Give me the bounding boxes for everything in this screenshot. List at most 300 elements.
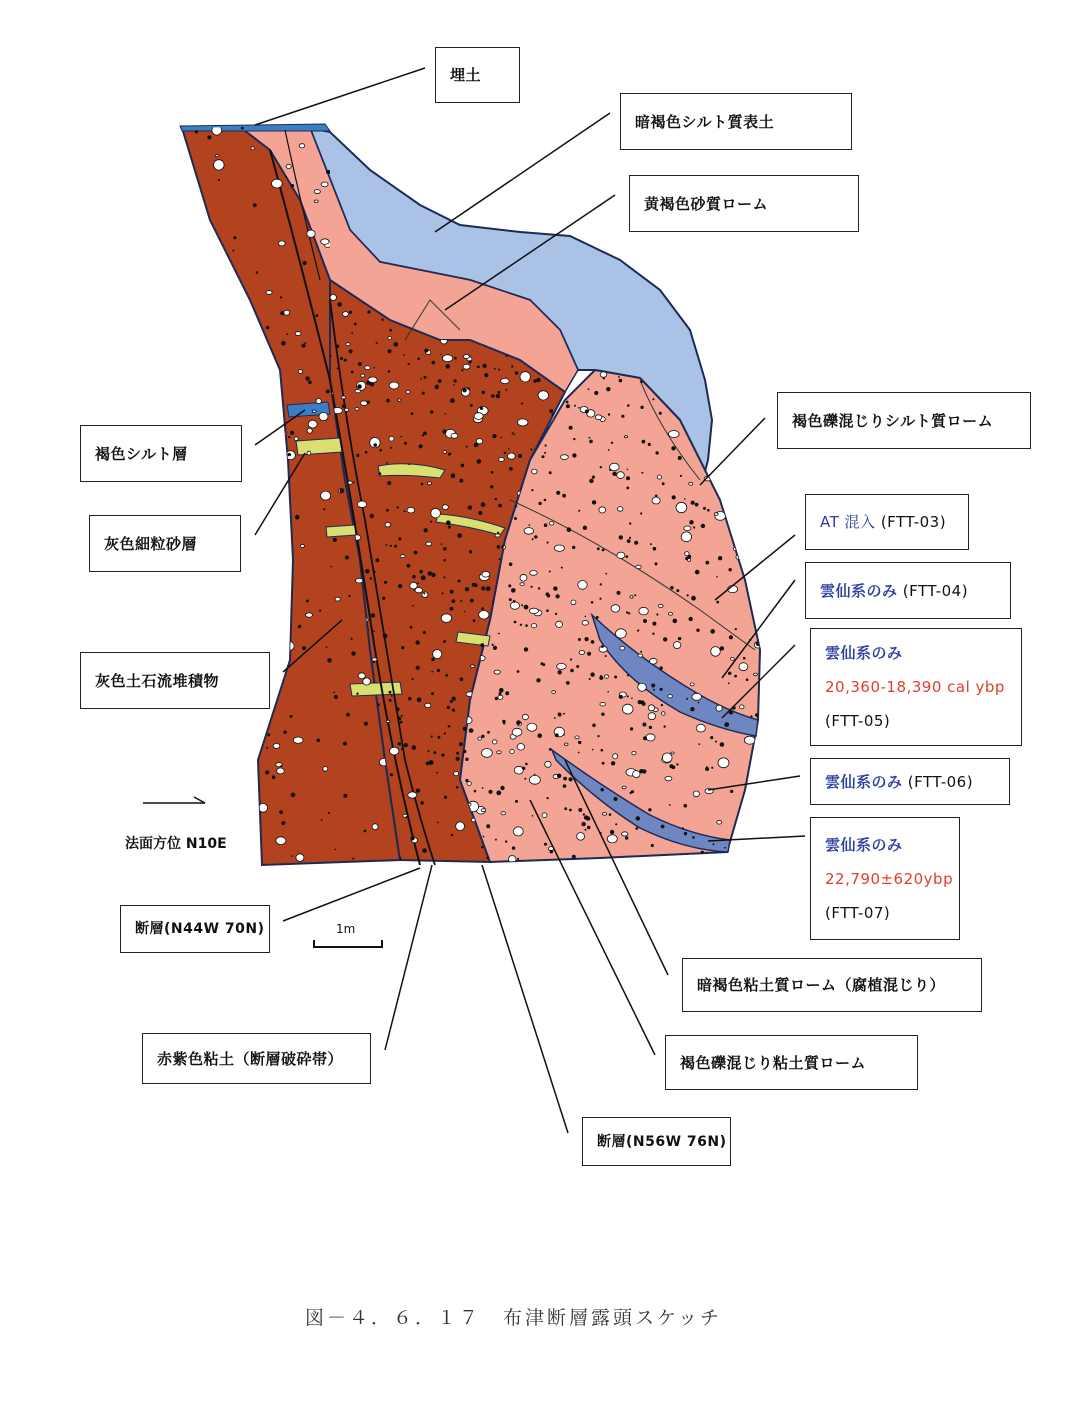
speck	[389, 691, 392, 694]
speck	[558, 713, 562, 717]
speck	[343, 794, 347, 798]
speck	[280, 765, 282, 767]
speck	[567, 527, 572, 532]
speck	[695, 570, 700, 575]
pebble	[668, 695, 673, 698]
pebble	[251, 147, 254, 150]
speck	[678, 456, 682, 460]
speck	[518, 454, 522, 458]
speck	[490, 485, 493, 488]
pebble	[638, 683, 647, 691]
speck	[408, 363, 410, 365]
speck	[729, 568, 732, 571]
speck	[513, 434, 515, 436]
speck	[431, 692, 434, 695]
speck	[713, 843, 715, 845]
speck	[566, 404, 570, 408]
speck	[257, 424, 261, 428]
pebble	[243, 794, 251, 800]
pebble	[602, 813, 606, 816]
speck	[578, 638, 581, 641]
speck	[691, 501, 695, 505]
speck	[456, 786, 459, 789]
label-text: 赤紫色粘土（断層破砕帯）	[157, 1049, 344, 1068]
pebble	[600, 702, 606, 706]
speck	[445, 674, 448, 677]
speck	[282, 521, 286, 525]
speck	[741, 417, 745, 421]
pebble	[508, 453, 516, 459]
speck	[326, 170, 330, 174]
speck	[578, 752, 580, 754]
pebble	[741, 379, 747, 384]
speck	[265, 770, 269, 774]
speck	[544, 452, 546, 454]
pebble	[522, 714, 528, 720]
speck	[288, 436, 290, 438]
speck	[204, 369, 206, 371]
speck	[448, 453, 450, 455]
pebble	[467, 782, 471, 786]
speck	[411, 412, 414, 415]
label-red-purple-clay	[142, 1033, 371, 1084]
pebble	[668, 612, 672, 615]
speck	[625, 836, 628, 839]
pebble	[238, 386, 244, 390]
speck	[179, 276, 183, 280]
speck	[525, 763, 528, 766]
speck	[207, 366, 210, 369]
speck	[205, 355, 208, 358]
pebble	[673, 642, 680, 649]
speck	[570, 669, 574, 673]
speck	[351, 332, 353, 334]
speck	[621, 415, 624, 418]
pebble	[613, 754, 618, 759]
speck	[676, 763, 678, 765]
speck	[411, 836, 415, 840]
speck	[592, 500, 596, 504]
pebble	[662, 712, 666, 715]
speck	[652, 398, 654, 400]
speck	[256, 511, 258, 513]
speck	[724, 847, 726, 849]
speck	[655, 495, 658, 498]
speck	[437, 822, 439, 824]
label-gray-debris-flow-deposit	[80, 652, 270, 709]
speck	[686, 698, 688, 700]
pebble	[308, 420, 317, 428]
speck	[515, 371, 519, 375]
speck	[596, 616, 599, 619]
speck	[367, 401, 370, 404]
gray-fine-sand-layer	[296, 438, 342, 455]
pebble	[630, 596, 633, 599]
speck	[669, 764, 673, 768]
pebble	[479, 611, 489, 620]
speck	[601, 713, 604, 716]
pebble	[321, 182, 328, 187]
label-text: 暗褐色粘土質ローム（腐植混じり）	[697, 976, 946, 994]
speck	[182, 317, 186, 321]
pebble	[740, 450, 745, 453]
speck	[416, 640, 420, 644]
speck	[693, 526, 695, 528]
speck	[600, 675, 602, 677]
speck	[195, 130, 198, 133]
pebble	[578, 581, 587, 590]
pebble	[739, 663, 748, 671]
speck	[607, 691, 609, 693]
speck	[448, 525, 451, 528]
pebble	[341, 396, 345, 399]
speck	[547, 541, 549, 543]
pebble	[501, 378, 510, 383]
speck	[389, 329, 392, 332]
speck	[638, 700, 642, 704]
label-text: 暗褐色シルト質表土	[635, 112, 775, 131]
speck	[281, 341, 286, 346]
pebble	[646, 734, 655, 741]
speck	[546, 609, 549, 612]
speck	[655, 451, 658, 454]
pebble	[494, 670, 500, 674]
speck	[447, 706, 450, 709]
speck	[435, 385, 439, 389]
label-text: 灰色土石流堆積物	[95, 671, 220, 690]
speck	[614, 676, 617, 679]
speck	[452, 709, 455, 712]
speck	[547, 594, 550, 597]
speck	[416, 666, 420, 670]
speck	[642, 769, 646, 773]
sample-ftt03	[805, 494, 969, 550]
speck	[602, 762, 605, 765]
speck	[640, 381, 642, 383]
speck	[643, 736, 647, 740]
speck	[642, 723, 646, 727]
speck	[634, 594, 636, 596]
speck	[441, 543, 443, 545]
pebble	[229, 777, 236, 782]
speck	[452, 599, 456, 603]
speck	[370, 577, 372, 579]
speck	[695, 503, 699, 507]
pebble	[372, 824, 378, 830]
speck	[407, 564, 411, 568]
speck	[626, 611, 628, 613]
pebble	[425, 703, 431, 707]
speck	[628, 612, 630, 614]
speck	[728, 682, 730, 684]
pebble	[648, 713, 655, 720]
speck	[424, 349, 428, 353]
speck	[442, 430, 446, 434]
speck	[448, 725, 451, 728]
speck	[631, 790, 634, 793]
speck	[537, 733, 542, 738]
pebble	[716, 705, 722, 711]
speck	[466, 446, 468, 448]
speck	[417, 358, 420, 361]
pebble	[482, 749, 493, 758]
speck	[652, 633, 654, 635]
speck	[520, 624, 522, 626]
pebble	[388, 336, 391, 339]
speck	[618, 376, 620, 378]
speck	[601, 788, 604, 791]
speck	[498, 633, 500, 635]
speck	[746, 515, 748, 517]
speck	[342, 404, 346, 408]
label-brown-gravelly-clayey-loam	[665, 1035, 918, 1090]
speck	[440, 354, 442, 356]
speck	[737, 824, 741, 828]
speck	[469, 728, 474, 733]
pebble	[294, 437, 298, 441]
speck	[627, 539, 631, 543]
speck	[285, 176, 287, 178]
speck	[494, 368, 496, 370]
speck	[378, 472, 381, 475]
speck	[564, 807, 567, 810]
speck	[605, 655, 607, 657]
pebble	[312, 410, 316, 412]
speck	[619, 379, 623, 383]
pebble	[188, 397, 195, 404]
speck	[191, 316, 194, 319]
speck	[483, 836, 485, 838]
speck	[515, 800, 518, 803]
speck	[524, 647, 528, 651]
speck	[544, 499, 547, 502]
speck	[509, 598, 512, 601]
speck	[481, 586, 485, 590]
speck	[584, 858, 588, 862]
speck	[365, 569, 370, 574]
speck	[508, 584, 511, 587]
speck	[284, 661, 286, 663]
speck	[462, 388, 466, 392]
speck	[374, 367, 376, 369]
speck	[547, 797, 549, 799]
pebble	[639, 607, 648, 615]
speck	[609, 813, 612, 816]
orientation-arrow	[143, 797, 205, 803]
speck	[691, 596, 696, 601]
speck	[583, 813, 585, 815]
speck	[201, 771, 203, 773]
pebble	[192, 388, 197, 391]
speck	[504, 452, 507, 455]
fill-layer	[180, 124, 330, 131]
speck	[400, 721, 403, 724]
pebble	[321, 491, 331, 500]
speck	[356, 693, 358, 695]
speck	[386, 462, 388, 464]
speck	[461, 369, 463, 371]
speck	[286, 333, 288, 335]
pebble	[624, 436, 627, 438]
speck	[420, 801, 424, 805]
speck	[385, 544, 387, 546]
speck	[422, 848, 427, 853]
speck	[381, 319, 383, 321]
pebble	[527, 723, 537, 731]
pebble	[357, 501, 366, 508]
speck	[461, 464, 465, 468]
pebble	[517, 744, 524, 751]
speck	[432, 361, 436, 365]
sample-name: 雲仙系のみ	[825, 644, 903, 662]
pebble	[657, 475, 661, 479]
speck	[664, 725, 666, 727]
speck	[550, 850, 553, 853]
pebble	[599, 507, 606, 513]
speck	[290, 715, 293, 718]
pebble	[754, 673, 758, 676]
pebble	[517, 419, 528, 426]
sample-name: 雲仙系のみ	[820, 581, 898, 600]
speck	[491, 394, 495, 398]
pebble	[408, 792, 417, 798]
speck	[333, 692, 335, 694]
speck	[627, 404, 630, 407]
pebble	[717, 820, 722, 824]
speck	[185, 284, 187, 286]
pebble	[348, 481, 352, 485]
speck	[458, 580, 461, 583]
speck	[710, 629, 715, 634]
speck	[334, 695, 338, 699]
speck	[443, 640, 446, 643]
speck	[414, 551, 418, 555]
speck	[536, 378, 540, 382]
pebble	[662, 753, 672, 762]
speck	[536, 678, 540, 682]
speck	[578, 510, 580, 512]
label-fault-n56w	[582, 1117, 731, 1166]
speck	[589, 678, 591, 680]
speck	[636, 816, 640, 820]
speck	[640, 406, 643, 409]
speck	[505, 840, 507, 842]
speck	[288, 453, 291, 456]
pebble	[564, 743, 568, 745]
speck	[730, 790, 733, 793]
pebble	[180, 354, 188, 359]
pebble	[514, 766, 523, 774]
pebble	[665, 776, 672, 780]
pebble	[622, 832, 628, 836]
speck	[370, 514, 374, 518]
pebble	[545, 761, 551, 767]
speck	[199, 510, 201, 512]
pebble	[561, 455, 569, 460]
pebble	[668, 431, 679, 438]
speck	[566, 681, 570, 685]
speck	[538, 587, 540, 589]
pebble	[471, 665, 475, 668]
sample-id: (FTT-06)	[907, 772, 974, 791]
speck	[373, 443, 377, 447]
speck	[304, 342, 306, 344]
speck	[388, 128, 391, 131]
speck	[302, 646, 306, 650]
pebble	[433, 650, 442, 659]
speck	[454, 379, 457, 382]
speck	[481, 502, 486, 507]
speck	[512, 846, 515, 849]
speck	[661, 704, 663, 706]
speck	[581, 822, 585, 826]
speck	[340, 357, 343, 360]
speck	[703, 507, 706, 510]
speck	[414, 589, 416, 591]
speck	[578, 741, 581, 744]
speck	[232, 303, 237, 308]
pebble	[692, 693, 702, 700]
speck	[468, 360, 471, 363]
pebble	[616, 629, 627, 638]
speck	[358, 362, 362, 366]
speck	[532, 815, 534, 817]
speck	[438, 379, 442, 383]
speck	[480, 407, 483, 410]
speck	[398, 584, 402, 588]
speck	[353, 481, 355, 483]
speck	[635, 827, 638, 830]
speck	[351, 371, 354, 374]
speck	[600, 466, 602, 468]
pebble	[693, 791, 699, 797]
speck	[421, 575, 426, 580]
speck	[720, 742, 725, 747]
speck	[450, 398, 455, 403]
pebble	[718, 758, 729, 768]
speck	[423, 631, 426, 634]
speck	[640, 512, 642, 514]
speck	[544, 523, 548, 527]
speck	[496, 394, 500, 398]
label-text: 褐色礫混じりシルト質ローム	[792, 411, 994, 430]
speck	[397, 506, 399, 508]
pebble	[361, 374, 365, 377]
speck	[542, 455, 545, 458]
speck	[746, 472, 748, 474]
speck	[656, 613, 658, 615]
speck	[484, 373, 488, 377]
speck	[397, 717, 401, 721]
speck	[451, 834, 453, 836]
speck	[230, 308, 233, 311]
pebble	[314, 190, 320, 194]
pebble	[355, 408, 359, 411]
speck	[183, 711, 185, 713]
pebble	[501, 812, 506, 815]
speck	[326, 646, 328, 648]
speck	[563, 713, 565, 715]
speck	[738, 425, 742, 429]
speck	[516, 720, 521, 725]
speck	[608, 413, 610, 415]
pebble	[323, 767, 328, 772]
speck	[477, 459, 482, 464]
speck	[365, 451, 368, 454]
speck	[592, 724, 596, 728]
pebble	[529, 608, 538, 613]
speck	[626, 476, 630, 480]
